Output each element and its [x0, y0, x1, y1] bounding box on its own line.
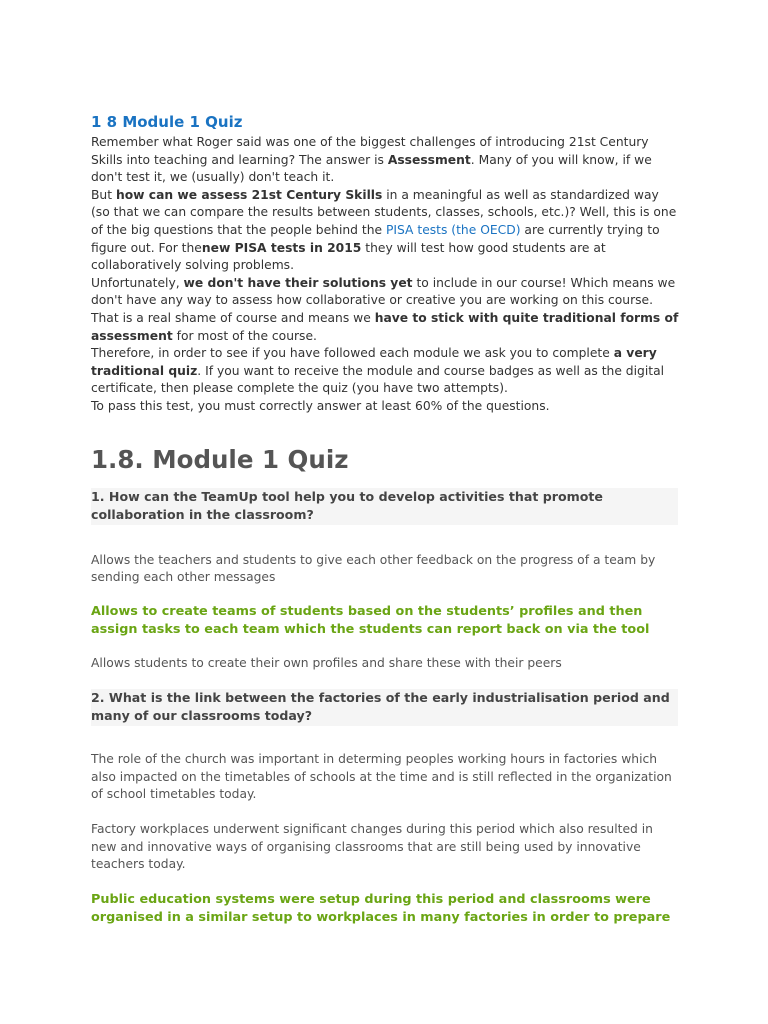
question-2: 2. What is the link between the factories of the early industrialisation period and many of our classrooms today?: [91, 689, 678, 726]
q1-answer-1[interactable]: Allows the teachers and students to give each other feedback on the progress of a team by sending each other messages: [91, 552, 656, 585]
intro-text-span: Unfortunately,: [91, 275, 184, 290]
intro-text-span: to include in our course! Which means we don't have any way to assess how collaborative or creative you are working on this course. That is a real shame of course and means we: [91, 275, 676, 325]
intro-text-span: . If you want to receive the module and course badges as well as the digital certificate, then please complete the quiz (you have two attempts).: [91, 363, 665, 396]
q1-answer-3[interactable]: Allows students to create their own profiles and share these with their peers: [91, 655, 562, 670]
question-1: 1. How can the TeamUp tool help you to develop activities that promote collaboration in the classroom?: [91, 488, 678, 525]
intro-bold-span: have to stick with quite traditional forms of assessment: [91, 310, 679, 343]
q2-answer-2[interactable]: Factory workplaces underwent significant changes during this period which also resulted in new and innovative ways of organising classrooms that are still being used by innovative teachers today.: [91, 822, 653, 872]
intro-paragraph-4: [91, 345, 681, 398]
intro-paragraph-5: To pass this test, you must correctly answer at least 60% of the questions.: [91, 398, 550, 413]
pisa-link[interactable]: PISA tests (the OECD): [385, 222, 521, 237]
intro-bold-span: we don't have their solutions yet: [183, 275, 413, 290]
intro-paragraph-3: [91, 275, 681, 345]
intro-title: 1 8 Module 1 Quiz: [91, 113, 243, 131]
document-content: [91, 112, 681, 927]
intro-text-span: Therefore, in order to see if you have followed each module we ask you to complete: [91, 346, 614, 361]
q1-answer-2-correct[interactable]: Allows to create teams of students based on the students’ profiles and then assign tasks to each team which the students can report back on via the tool: [91, 603, 650, 637]
intro-bold-span: how can we assess 21st Century Skills: [115, 187, 383, 202]
intro-text-span: they will test how good students are at collaboratively solving problems.: [91, 240, 606, 273]
intro-bold-span: new PISA tests in 2015: [201, 240, 362, 255]
intro-text-span: But: [91, 187, 116, 202]
intro-paragraph-2: [91, 187, 681, 275]
intro-text-span: for most of the course.: [172, 328, 317, 343]
q2-answer-3-correct[interactable]: Public education systems were setup during this period and classrooms were organised in a similar setup to workplaces in many factories in order to prepare: [91, 891, 671, 925]
intro-text-span: are currently trying to figure out. For the: [91, 222, 660, 255]
intro-bold-span: a very traditional quiz: [91, 346, 657, 378]
quiz-title: 1.8. Module 1 Quiz: [91, 444, 349, 474]
intro-text: [91, 134, 681, 416]
intro-text-span: Remember what Roger said was one of the biggest challenges of introducing 21st Century Skills into teaching and learning? The answer is: [91, 135, 649, 167]
intro-text-span: . Many of you will know, if we don't test it, we (usually) don't teach it.: [91, 152, 652, 185]
intro-text-span: in a meaningful as well as standardized way (so that we can compare the results between students, classes, schools, etc.)? Well, this is one of the big questions that the people behind the: [91, 187, 677, 237]
intro-paragraph-1: [91, 134, 681, 187]
intro-bold-span: Assessment: [387, 152, 471, 167]
q2-answer-1[interactable]: The role of the church was important in determing peoples working hours in factories which also impacted on the timetables of schools at the time and is still reflected in the organization of school timetables today.: [91, 752, 672, 802]
